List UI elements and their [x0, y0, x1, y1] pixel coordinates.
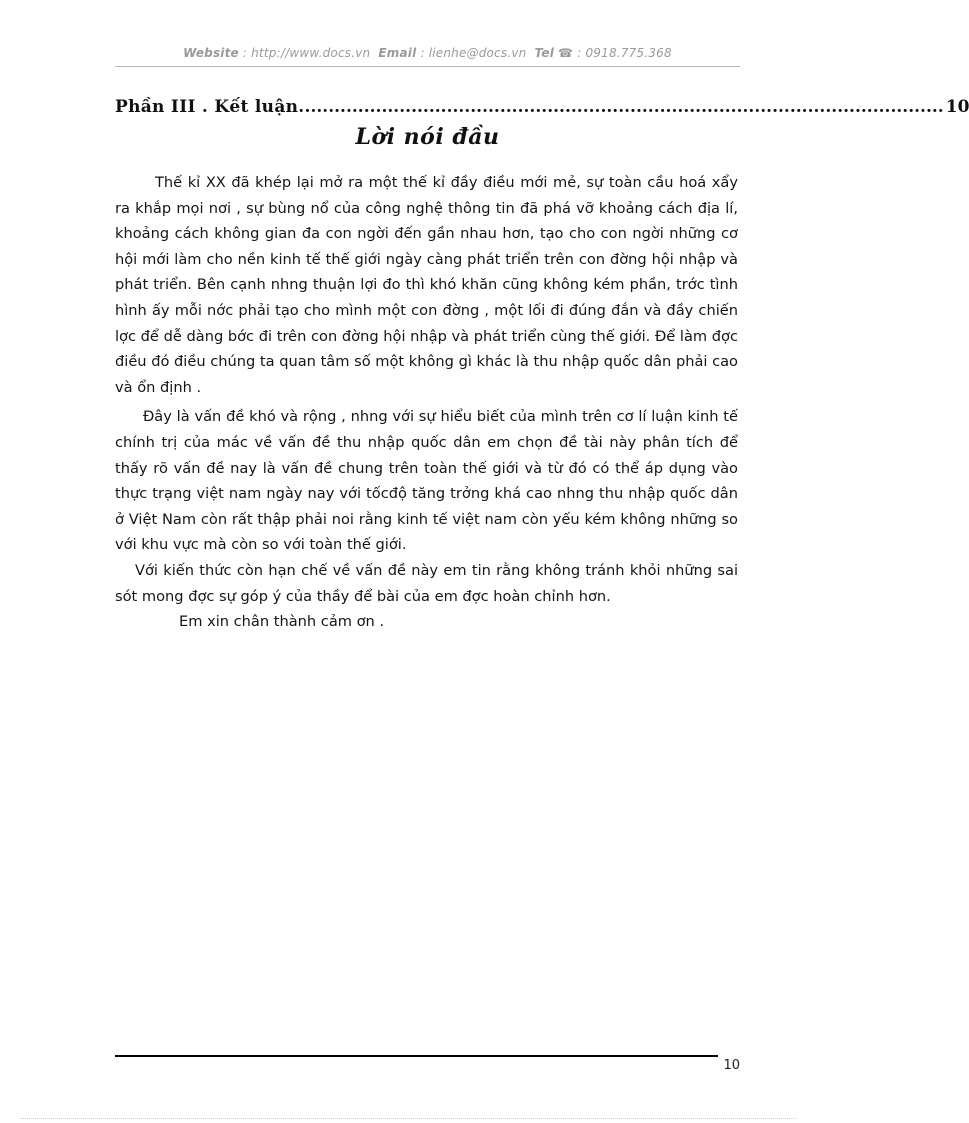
toc-entry — [115, 97, 969, 117]
phone-icon: ☎ — [558, 46, 574, 60]
tel-number: : 0918.775.368 — [577, 46, 672, 60]
paragraph: Đây là vấn đề khó và rộng , nhng với sự hiểu biết của mình trên cơ lí luận kinh tế chính trị của mác về vấn đề thu nhập quốc dân em chọn đề tài này phân tích để thấy rõ vấn đề nay là vấn đề chung trên toàn thế giới và từ đó có thể áp dụng vào thực trạng việt nam ngày nay với tốcđộ tăng trởng khá cao nhng thu nhập quốc dân ở Việt Nam còn rất thập phải noi rằng kinh tế việt nam còn yếu kém không những so với khu vực mà còn so với toàn thế giới. — [115, 408, 738, 554]
page-edge — [20, 1118, 796, 1119]
paragraph: Với kiến thức còn hạn chế về vấn đề này em tin rằng không tránh khỏi những sai sót mong đợc sự góp ý của thầy để bài của em đợc hoàn chỉnh hơn. — [115, 561, 738, 605]
section-heading: Lời nói đầu — [355, 124, 500, 150]
paragraph: Thế kỉ XX đã khép lại mở ra một thế kỉ đầy điều mới mẻ, sự toàn cầu hoá xẩy ra khắp mọi nơi , sự bùng nổ của công nghệ thông tin đã phá vỡ khoảng cách địa lí, khoảng cách không gian đa con ngời đến gần nhau hơn, tạo cho con ngời những cơ hội mới làm cho nền kinh tế thế giới ngày càng phát triển trên con đờng hội nhập và phát triển. Bên cạnh nhng thuận lợi đo thì khó khăn cũng không kém phần, trớc tình hình ấy mỗi nớc phải tạo cho mình một con đờng , một lối đi đúng đắn và đầy chiến lợc để dễ dàng bớc đi trên con đờng hội nhập và phát triển cùng thế giới. Để làm đợc điều đó điều chúng ta quan tâm số một không gì khác là thu nhập quốc dân phải cao và ổn định . — [115, 174, 738, 396]
header-divider — [115, 66, 740, 67]
toc-entry-title: Phần III . Kết luận. — [115, 97, 305, 117]
body-text — [115, 170, 738, 635]
website-url[interactable]: : http://www.docs.vn — [242, 46, 371, 60]
email-address[interactable]: : lienhe@docs.vn — [420, 46, 527, 60]
page-number: 10 — [723, 1058, 740, 1073]
email-label: Email — [378, 46, 417, 60]
toc-leader-dots: ............................................................................................................ — [304, 97, 944, 117]
page-header — [115, 46, 740, 60]
closing-line: Em xin chân thành cảm ơn . — [179, 613, 385, 631]
toc-entry-page: 10 — [945, 97, 969, 117]
tel-label: Tel — [534, 46, 555, 60]
footer-divider — [115, 1055, 718, 1057]
website-label: Website — [183, 46, 239, 60]
